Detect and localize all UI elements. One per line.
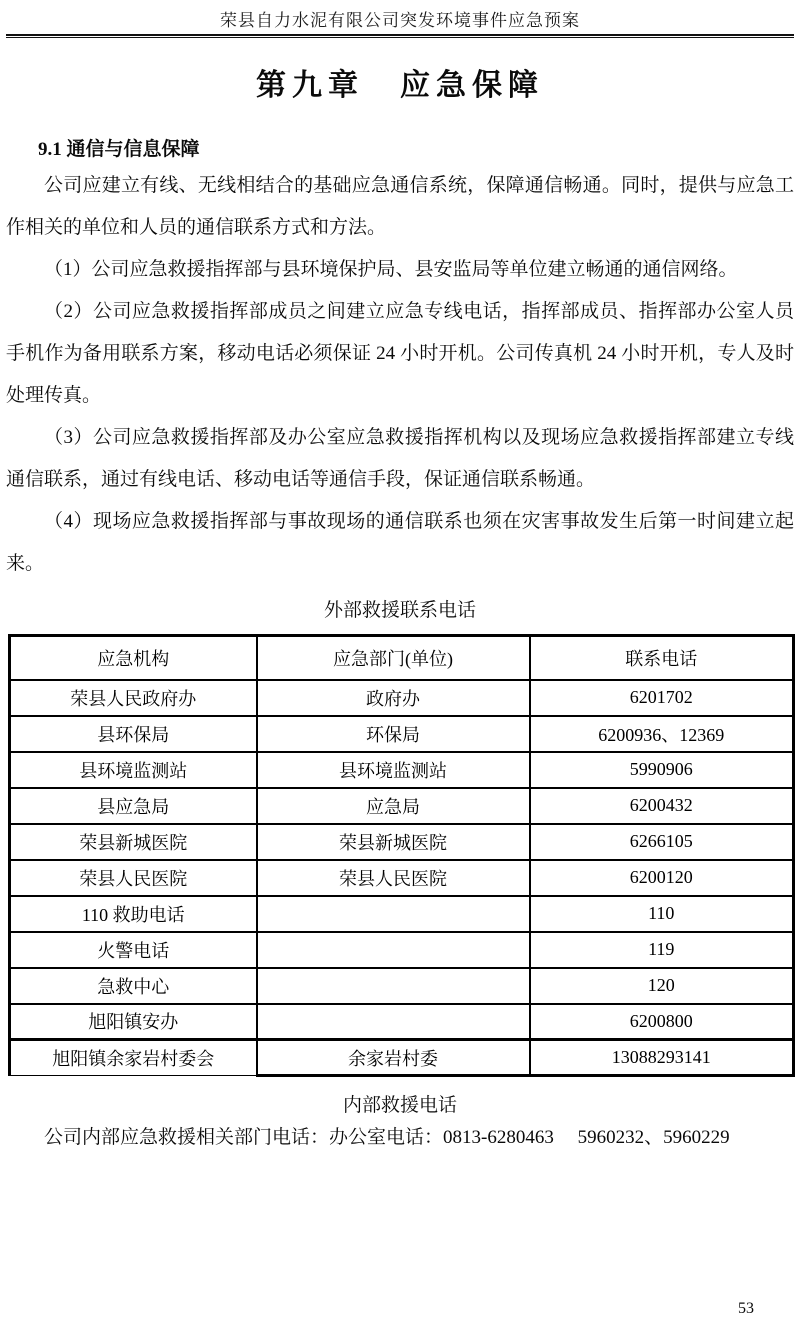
paragraph-item-2: （2）公司应急救援指挥部成员之间建立应急专线电话，指挥部成员、指挥部办公室人员手机作为备用联系方案，移动电话必须保证 24 小时开机。公司传真机 24 小时开机，专人及时处理传真。 [6, 301, 794, 406]
cell-org: 火警电话 [10, 932, 257, 968]
internal-phone-caption: 内部救援电话 [342, 1095, 457, 1116]
cell-phone: 119 [530, 932, 794, 968]
internal-phone-paragraph: 公司内部应急救援相关部门电话：办公室电话：0813-6280463 5960232、5960229 [44, 1127, 730, 1148]
cell-org: 县环境监测站 [10, 752, 257, 788]
cell-phone: 110 [530, 896, 794, 932]
column-header-dept: 应急部门(单位) [257, 636, 530, 680]
page-number: 53 [738, 1300, 754, 1317]
paragraph-item-1: （1）公司应急救援指挥部与县环境保护局、县安监局等单位建立畅通的通信网络。 [44, 259, 738, 280]
table-row [10, 896, 794, 932]
cell-org: 急救中心 [10, 968, 257, 1004]
cell-dept [257, 968, 530, 1004]
cell-phone: 120 [530, 968, 794, 1004]
cell-dept: 荣县人民医院 [257, 860, 530, 896]
table-row [10, 860, 794, 896]
cell-org: 旭阳镇安办 [10, 1004, 257, 1040]
cell-dept: 环保局 [257, 716, 530, 752]
table-row [10, 824, 794, 860]
cell-dept: 荣县新城医院 [257, 824, 530, 860]
table-row [10, 968, 794, 1004]
cell-org: 110 救助电话 [10, 896, 257, 932]
cell-org: 荣县新城医院 [10, 824, 257, 860]
cell-dept: 应急局 [257, 788, 530, 824]
table-row [10, 932, 794, 968]
paragraph-item-4: （4）现场应急救援指挥部与事故现场的通信联系也须在灾害事故发生后第一时间建立起来。 [6, 511, 794, 574]
column-header-phone: 联系电话 [530, 636, 794, 680]
external-contacts-table [8, 634, 795, 1077]
cell-phone: 13088293141 [530, 1040, 794, 1076]
section-heading-9-1: 9.1 通信与信息保障 [38, 139, 200, 160]
table-row [10, 788, 794, 824]
chapter-title: 第九章 应急保障 [256, 69, 544, 102]
cell-phone: 6201702 [530, 680, 794, 716]
column-header-org: 应急机构 [10, 636, 257, 680]
cell-org: 荣县人民医院 [10, 860, 257, 896]
cell-org: 县环保局 [10, 716, 257, 752]
section-body [0, 165, 800, 585]
external-table-caption: 外部救援联系电话 [323, 600, 476, 621]
cell-phone: 6266105 [530, 824, 794, 860]
header-rule [6, 34, 794, 38]
cell-dept [257, 1004, 530, 1040]
cell-dept: 县环境监测站 [257, 752, 530, 788]
paragraph-item-3: （3）公司应急救援指挥部及办公室应急救援指挥机构以及现场应急救援指挥部建立专线通信联系，通过有线电话、移动电话等通信手段，保证通信联系畅通。 [6, 427, 794, 490]
cell-phone: 6200800 [530, 1004, 794, 1040]
cell-dept [257, 896, 530, 932]
table-header-row [10, 636, 794, 680]
cell-org: 旭阳镇余家岩村委会 [10, 1040, 257, 1076]
table-row [10, 1040, 794, 1076]
cell-org: 荣县人民政府办 [10, 680, 257, 716]
table-row [10, 716, 794, 752]
cell-dept: 余家岩村委 [257, 1040, 530, 1076]
cell-phone: 5990906 [530, 752, 794, 788]
cell-phone: 6200120 [530, 860, 794, 896]
table-row [10, 680, 794, 716]
cell-phone: 6200936、12369 [530, 716, 794, 752]
cell-dept [257, 932, 530, 968]
cell-phone: 6200432 [530, 788, 794, 824]
table-row [10, 752, 794, 788]
running-header-title: 荣县自力水泥有限公司突发环境事件应急预案 [220, 11, 580, 30]
cell-dept: 政府办 [257, 680, 530, 716]
table-row [10, 1004, 794, 1040]
cell-org: 县应急局 [10, 788, 257, 824]
paragraph-intro: 公司应建立有线、无线相结合的基础应急通信系统，保障通信畅通。同时，提供与应急工作相关的单位和人员的通信联系方式和方法。 [6, 175, 794, 238]
